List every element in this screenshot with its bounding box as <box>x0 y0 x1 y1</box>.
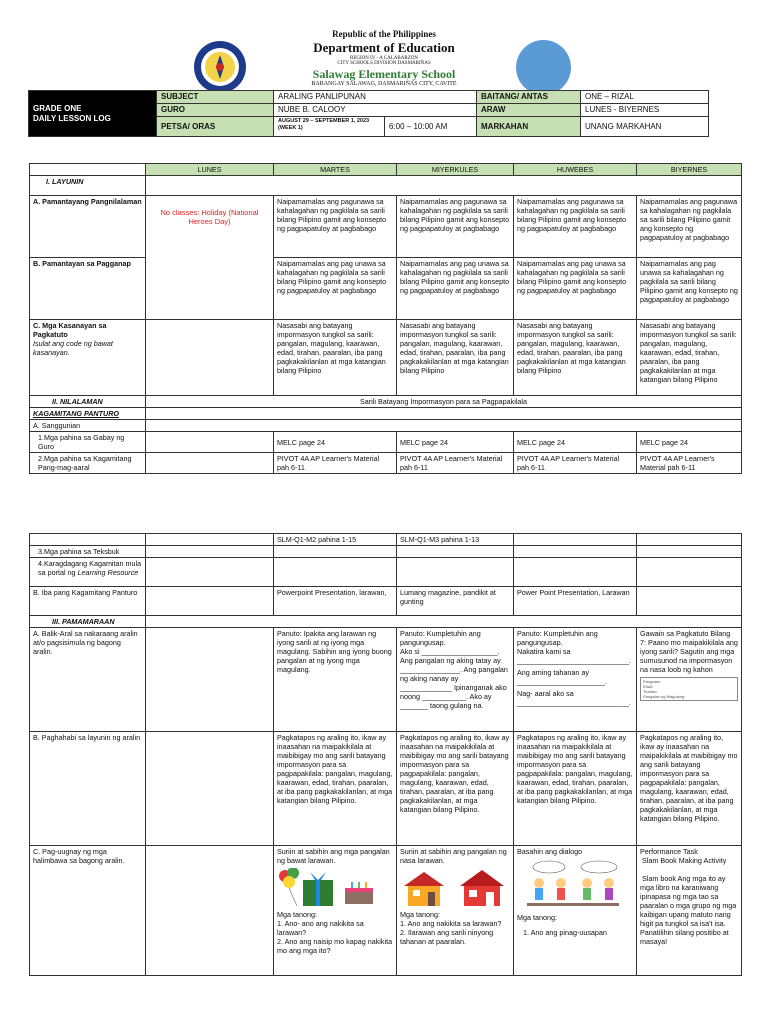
uug-huwebes <box>514 846 637 976</box>
layunin-empty <box>146 176 742 196</box>
uug-martes-q1: 1. Ano- ano ang nakikita sa larawan? <box>277 919 364 937</box>
balik-miy-line2: Ang pangalan ng aking tatay ay _______________. Ang pangalan ng aking nanay ay _____________ Ipinanganak ako noong ___________. Ako ay _______ taong gulang na. <box>400 656 508 710</box>
republic-line: Republic of the Philippines <box>332 29 436 39</box>
pag-lunes <box>146 732 274 846</box>
karagdagang-label: 4.Karagdagang Kagamitan mula sa portal ng <box>38 559 142 577</box>
pamamaraan-heading: III. PAMAMARAAN <box>30 616 146 628</box>
c-lunes <box>146 320 274 396</box>
school-name: Salawag Elementary School <box>312 67 456 81</box>
sanggunian-empty <box>146 420 742 432</box>
slm-label <box>30 534 146 546</box>
layunin-heading: I. LAYUNIN <box>30 176 146 196</box>
baitang-label: BAITANG/ ANTAS <box>477 91 581 104</box>
petsa-date: AUGUST 29 – SEPTEMBER 1, 2023 (WEEK 1) <box>274 117 385 137</box>
uug-miy-questions: Mga tanong: <box>400 910 440 919</box>
form-line-tirahan: Tirahan: <box>643 689 658 694</box>
region-line: REGION IV - A CALABARZON <box>350 56 418 61</box>
school-house-image <box>400 868 510 910</box>
balik-martes: Panuto: Ipakita ang larawan ng iyong sarili at ng iyong mga magulang. Sabihin ang iyong buong pangalan at ng iyong mga magulang. <box>274 628 397 732</box>
c-miyerkules: Nasasabi ang batayang impormasyon tungkol sa sarili: pangalan, magulang, kaarawan, edad, tirahan, paaralan, iba pang pagkakakilanlan at mga katangian bilang Pilipino <box>397 320 514 396</box>
pivot-lunes <box>146 453 274 474</box>
balik-biyernes <box>637 628 742 732</box>
day-header-martes: MARTES <box>274 164 397 176</box>
info-table <box>28 90 709 137</box>
uug-miyerkules <box>397 846 514 976</box>
slm-miyerkules: SLM-Q1-M3 pahina 1-13 <box>397 534 514 546</box>
dll-label: DAILY LESSON LOG <box>33 113 111 123</box>
karagdagang-biyernes <box>637 558 742 587</box>
lesson-table-2 <box>29 533 742 976</box>
day-header-huwebes: HUWEBES <box>514 164 637 176</box>
slm-martes: SLM-Q1-M2 pahina 1-15 <box>274 534 397 546</box>
a-miyerkules: Naipamamalas ang pagunawa sa kahalagahan ng pagkilala sa sarili bilang Pilipino gamit ang konsepto ng pagpapatuloy at pagbabago <box>397 196 514 258</box>
pamamaraan-empty <box>146 616 742 628</box>
melc-biyernes: MELC page 24 <box>637 432 742 453</box>
kagamitang-label: 2.Mga pahina sa Kagamitang Pang-mag-aaral <box>30 453 146 474</box>
teksbuk-label: 3.Mga pahina sa Teksbuk <box>30 546 146 558</box>
c-martes: Nasasabi ang batayang impormasyon tungkol sa sarili: pangalan, magulang, kaarawan, edad, tirahan, paaralan, iba pang pagkakakilanlan at mga katangian bilang Pilipino <box>274 320 397 396</box>
form-line-magulang: Pangalan ng Magulang: <box>643 694 686 699</box>
kasanayan-label: C. Mga Kasanayan sa Pagkatuto <box>33 321 107 339</box>
pivot-miyerkules: PIVOT 4A AP Learner's Material pah 6-11 <box>397 453 514 474</box>
araw-value: LUNES - BIYERNES <box>581 104 709 117</box>
araw-label: ARAW <box>477 104 581 117</box>
karagdagang-lr: Learning Resource <box>77 568 139 577</box>
uug-huw-q1: 1. Ano ang pinag-uusapan <box>523 928 607 937</box>
b-martes: Naipamamalas ang pag unawa sa kahalagahan ng pagkilala sa sarili bilang Pilipino gamit ang konsepto ng pagpapatuloy at pagbabago <box>274 258 397 320</box>
school-address: BARANGAY SALAWAG, DASMARIÑAS CITY, CAVITE <box>311 81 457 87</box>
markahan-value: UNANG MARKAHAN <box>581 117 709 137</box>
uug-martes-q2: 2. Ano ang naisip mo kapag nakikita mo ang mga ito? <box>277 937 393 955</box>
uug-biyernes: Performance Task Slam Book Making Activity Slam book Ang mga ito ay mga libro na karaniwang ipinapasa ng mga tao sa paaralan o mga grupo ng mga kaibigan upang matuto nang higit pa tungkol sa isa't isa. Panatilihin silang positibo at masaya! <box>637 846 742 976</box>
balik-label: A. Balik-Aral sa nakaraang aralin at/o pagsisimula ng bagong aralin. <box>30 628 146 732</box>
balik-miy-line1: Ako si ___________________. <box>400 647 500 656</box>
pag-martes: Pagkatapos ng araling ito, ikaw ay inaasahan na maipakikilala at maibibigay mo ang sarili batayang impormasyon para sa pagpapakilala: pangalan, magulang, kaarawan, edad, tirahan, paaralan, at iba pang pagkakakilanlan, at mga katangian bilang Pilipino. <box>274 732 397 846</box>
teksbuk-lunes <box>146 546 274 558</box>
teksbuk-martes <box>274 546 397 558</box>
melc-miyerkules: MELC page 24 <box>397 432 514 453</box>
day-header-lunes: LUNES <box>146 164 274 176</box>
slm-biyernes <box>637 534 742 546</box>
balik-huw-line2: Ang aming tahanan ay ______________________. <box>517 668 607 686</box>
balik-huwebes <box>514 628 637 732</box>
info-form-box <box>640 677 738 701</box>
karagdagang-cell <box>30 558 146 587</box>
uug-martes-questions: Mga tanong: <box>277 910 317 919</box>
pamantayang-label: A. Pamantayang Pangnilalaman <box>30 196 146 258</box>
pivot-huwebes: PIVOT 4A AP Learner's Material pah 6-11 <box>514 453 637 474</box>
teksbuk-huwebes <box>514 546 637 558</box>
petsa-time: 6:00 – 10:00 AM <box>385 117 477 137</box>
paghahabi-label: B. Paghahabi sa layunin ng aralin <box>30 732 146 846</box>
nilalaman-value: Sarili Batayang Impormasyon para sa Pagpapakilala <box>146 396 742 408</box>
uug-huw-questions: Mga tanong: <box>517 913 557 922</box>
subject-label: SUBJECT <box>157 91 274 104</box>
guro-label: GURO <box>157 104 274 117</box>
sanggunian-label: A. Sanggunian <box>30 420 146 432</box>
pivot-biyernes: PIVOT 4A AP Learner's Material pah 6-11 <box>637 453 742 474</box>
petsa-label: PETSA/ ORAS <box>157 117 274 137</box>
a-huwebes: Naipamamalas ang pagunawa sa kahalagahan ng pagkilala sa sarili bilang Pilipino gamit ang konsepto ng pagpapatuloy at pagbabago <box>514 196 637 258</box>
slm-lunes <box>146 534 274 546</box>
kasanayan-cell <box>30 320 146 396</box>
karagdagang-miyerkules <box>397 558 514 587</box>
karagdagang-huwebes <box>514 558 637 587</box>
balik-huw-line1: Nakatira kami sa ____________________________. <box>517 647 631 665</box>
b-huwebes: Naipamamalas ang pag unawa sa kahalagahan ng pagkilala sa sarili bilang Pilipino gamit ang konsepto ng pagpapatuloy at pagbabago <box>514 258 637 320</box>
b-biyernes: Naipamamalas ang pag unawa sa kahalagahan ng pagkilala sa sarili bilang Pilipino gamit ang konsepto ng pagpapatuloy at pagbabago <box>637 258 742 320</box>
melc-huwebes: MELC page 24 <box>514 432 637 453</box>
c-biyernes: Nasasabi ang batayang impormasyon tungkol sa sarili: pangalan, magulang, kaarawan, edad, tirahan, paaralan, iba pang pagkakakilanlan at mga katangian bilang Pilipino <box>637 320 742 396</box>
children-dialogue-image <box>517 859 633 913</box>
c-huwebes: Nasasabi ang batayang impormasyon tungkol sa sarili: pangalan, magulang, kaarawan, edad, tirahan, paaralan, iba pang pagkakakilanlan at mga katangian bilang Pilipino <box>514 320 637 396</box>
form-line-pangalan: Pangalan: <box>643 679 662 684</box>
gabay-lunes <box>146 432 274 453</box>
grade-label: GRADE ONE <box>33 103 82 113</box>
iba-lunes <box>146 587 274 616</box>
balik-huw-instruction: Panuto: Kumpletuhin ang pangungusap. <box>517 629 598 647</box>
slm-huwebes <box>514 534 637 546</box>
iba-miyerkules: Lumang magazine, pandikit at gunting <box>397 587 514 616</box>
b-miyerkules: Naipamamalas ang pag unawa sa kahalagahan ng pagkilala sa sarili bilang Pilipino gamit ang konsepto ng pagpapatuloy at pagbabago <box>397 258 514 320</box>
nilalaman-heading: II. NILALAMAN <box>30 396 146 408</box>
form-line-edad: Edad: <box>643 684 654 689</box>
pag-uugnay-label: C. Pag-uugnay ng mga halimbawa sa bagong aralin. <box>30 846 146 976</box>
markahan-label: MARKAHAN <box>477 117 581 137</box>
uug-martes <box>274 846 397 976</box>
uug-lunes <box>146 846 274 976</box>
pivot-martes: PIVOT 4A AP Learner's Material pah 6-11 <box>274 453 397 474</box>
day-header-miyerkules: MIYERKULES <box>397 164 514 176</box>
pag-huwebes: Pagkatapos ng araling ito, ikaw ay inaasahan na maipakikilala at maibibigay mo ang sarili batayang impormasyon para sa pagpapakilala: pangalan, magulang, kaarawan, edad, tirahan, paaralan, at iba pang pagkakakilanlan, at mga katangian bilang Pilipino. <box>514 732 637 846</box>
uug-miy-instruction: Suriin at sabihin ang pangalan ng nasa larawan. <box>400 847 507 865</box>
iba-label: B. Iba pang Kagamitang Panturo <box>30 587 146 616</box>
pag-biyernes: Pagkatapos ng araling ito, ikaw ay inaasahan na maipakikilala at maibibigay mo ang sarili batayang impormasyon para sa pagpapakilala: pangalan, magulang, kaarawan, edad, tirahan, paaralan, at iba pang pagkakakilanlan, at mga katangian bilang Pilipino. <box>637 732 742 846</box>
a-biyernes: Naipamamalas ang pagunawa sa kahalagahan ng pagkilala sa sarili bilang Pilipino gamit ang konsepto ng pagpapatuloy at pagbabago <box>637 196 742 258</box>
teksbuk-biyernes <box>637 546 742 558</box>
division-line: CITY SCHOOLS DIVISION DASMARIÑAS <box>337 61 431 66</box>
a-martes: Naipamamalas ang pagunawa sa kahalagahan ng pagkilala sa sarili bilang Pilipino gamit ang konsepto ng pagpapatuloy at pagbabago <box>274 196 397 258</box>
balik-lunes <box>146 628 274 732</box>
grade-cell <box>29 91 157 137</box>
gabay-label: 1.Mga pahina sa Gabay ng Guro <box>30 432 146 453</box>
iba-martes: Powerpoint Presentation, larawan, <box>274 587 397 616</box>
melc-martes: MELC page 24 <box>274 432 397 453</box>
teksbuk-miyerkules <box>397 546 514 558</box>
pagganap-label: B. Pamantayan sa Pagganap <box>30 258 146 320</box>
subject-value: ARALING PANLIPUNAN <box>274 91 477 104</box>
iba-biyernes <box>637 587 742 616</box>
karagdagang-lunes <box>146 558 274 587</box>
kagamitan-empty <box>146 408 742 420</box>
balik-biy-text: Gawain sa Pagkatuto Bilang 7: Paano mo maipakikilala ang iyong sarili? Sagutin ang mga sumusunod na impormasyon na nasa loob ng kahon <box>640 629 738 674</box>
iba-huwebes: Power Point Presentation, Larawan <box>514 587 637 616</box>
kasanayan-note: Isulat ang code ng bawat kasanayan. <box>33 339 113 357</box>
balik-miyerkules <box>397 628 514 732</box>
corner-cell <box>30 164 146 176</box>
karagdagang-martes <box>274 558 397 587</box>
day-header-biyernes: BIYERNES <box>637 164 742 176</box>
holiday-note: No classes: Holiday (National Heroes Day) <box>146 196 274 320</box>
kagamitan-heading: KAGAMITANG PANTURO <box>30 408 146 420</box>
gift-balloons-cake-image <box>277 868 393 910</box>
uug-miy-q2: 2. Ilarawan ang sarili ninyong tahanan at paaralan. <box>400 928 494 946</box>
department-title: Department of Education <box>313 40 455 55</box>
lesson-table-1 <box>29 163 742 474</box>
balik-miy-instruction: Panuto: Kumpletuhin ang pangungusap. <box>400 629 481 647</box>
uug-martes-instruction: Suriin at sabihin ang mga pangalan ng bawat larawan. <box>277 847 390 865</box>
guro-value: NUBE B. CALOOY <box>274 104 477 117</box>
baitang-value: ONE – RIZAL <box>581 91 709 104</box>
pag-miyerkules: Pagkatapos ng araling ito, ikaw ay inaasahan na maipakikilala at maibibigay mo ang sarili batayang impormasyon para sa pagpapakilala: pangalan, magulang, kaarawan, edad, tirahan, paaralan, at iba pang pagkakakilanlan, at mga katangian bilang Pilipino. <box>397 732 514 846</box>
uug-huw-instruction: Basahin ang dialogo <box>517 847 583 856</box>
uug-miy-q1: 1. Ano ang nakikita sa larawan? <box>400 919 502 928</box>
balik-huw-line3: Nag- aaral ako sa ____________________________. <box>517 689 631 707</box>
